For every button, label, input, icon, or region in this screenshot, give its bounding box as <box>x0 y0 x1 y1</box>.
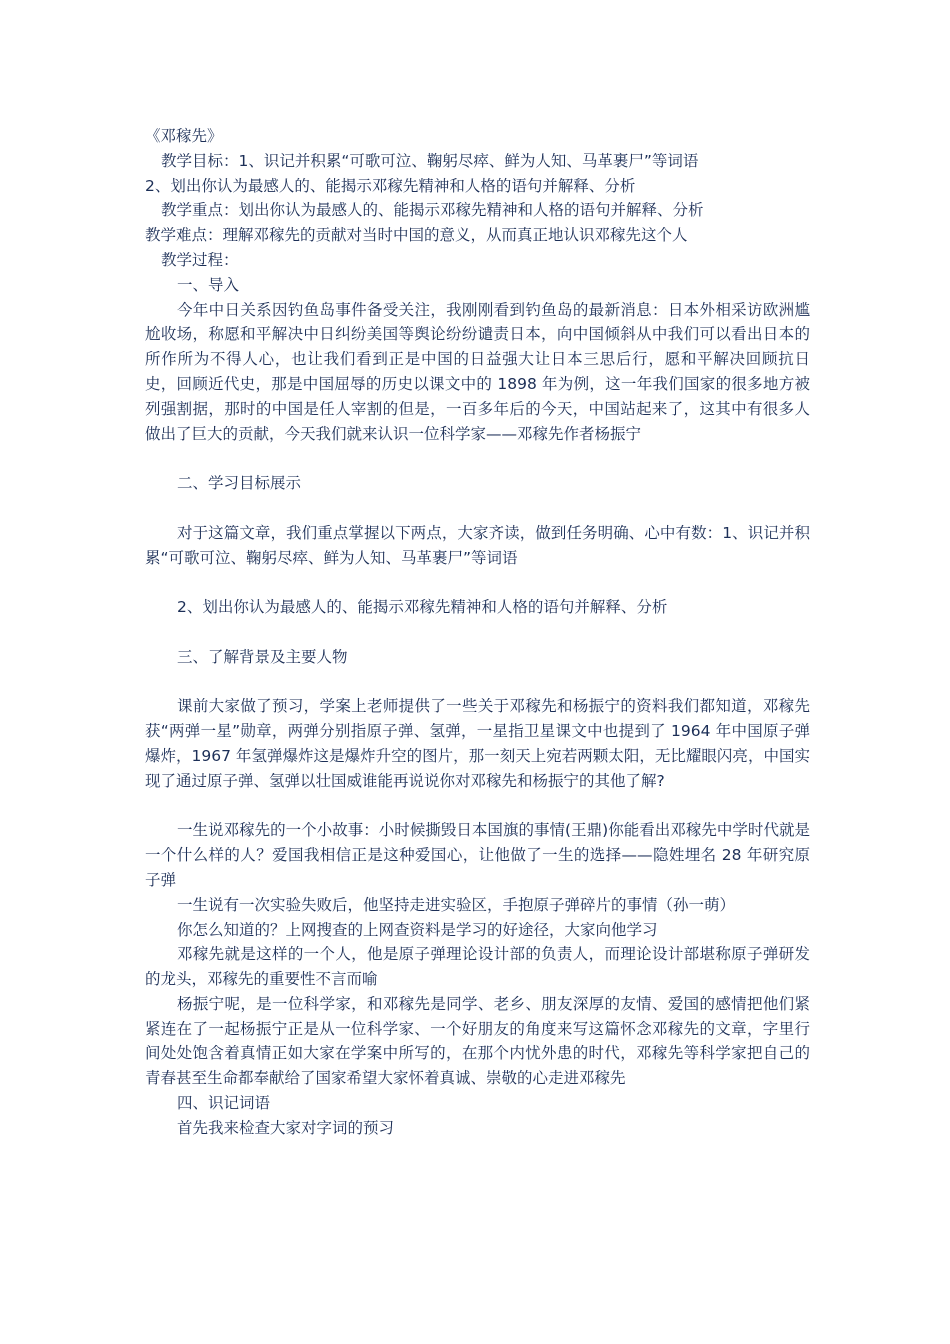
section-heading-vocabulary: 四、识记词语 <box>177 1094 271 1113</box>
teaching-difficulty: 教学难点：理解邓稼先的贡献对当时中国的意义，从而真正地认识邓稼先这个人 <box>145 226 688 245</box>
paragraph-vocabulary-check: 首先我来检查大家对字词的预习 <box>177 1118 395 1137</box>
teaching-goal-2: 2、划出你认为最感人的、能揭示邓稼先精神和人格的语句并解释、分析 <box>145 176 636 195</box>
section-heading-background: 三、了解背景及主要人物 <box>177 647 348 666</box>
section-heading-intro: 一、导入 <box>177 275 240 294</box>
paragraph-story-2: 一生说有一次实验失败后，他坚持走进实验区，手抱原子弹碎片的事情（孙一萌） <box>177 895 736 914</box>
paragraph-intro: 今年中日关系因钓鱼岛事件备受关注，我刚刚看到钓鱼岛的最新消息：日本外相采访欧洲尴尬收场，称愿和平解决中日纠纷美国等舆论纷纷谴责日本，向中国倾斜从中我们可以看出日本的所作所为不得人心，也让我们看到正是中国的日益强大让日本三思后行，愿和平解决回顾抗日史，回顾近代史，那是中国屈辱的历史以课文中的 1898 年为例，这一年我们国家的很多地方被列强割据，那时的中国是任人宰割的但是，一百多年后的今天，中国站起来了，这其中有很多人做出了巨大的贡献，今天我们就来认识一位科学家——邓稼先作者杨振宁 <box>145 300 810 443</box>
blank-line <box>145 794 810 819</box>
paragraph-deng-role: 邓稼先就是这样的一个人，他是原子弹理论设计部的负责人，而理论设计部堪称原子弹研发的龙头，邓稼先的重要性不言而喻 <box>145 945 810 989</box>
paragraph-story-1: 一生说邓稼先的一个小故事：小时候撕毁日本国旗的事情(王鼎)你能看出邓稼先中学时代就是一个什么样的人？爱国我相信正是这种爱国心，让他做了一生的选择——隐姓埋名 28 年研究原子弹 <box>145 821 810 889</box>
paragraph-question: 你怎么知道的？上网搜查的上网查资料是学习的好途径，大家向他学习 <box>177 920 658 939</box>
paragraph-goals: 对于这篇文章，我们重点掌握以下两点，大家齐读，做到任务明确、心中有数：1、识记并积累“可歌可泣、鞠躬尽瘁、鲜为人知、马革裹尸”等词语 <box>145 523 810 567</box>
blank-line <box>145 496 810 521</box>
paragraph-background: 课前大家做了预习，学案上老师提供了一些关于邓稼先和杨振宁的资料我们都知道，邓稼先获“两弹一星”勋章，两弹分别指原子弹、氢弹，一星指卫星课文中也提到了 1964 年中国原子弹爆炸，1967 年氢弹爆炸这是爆炸升空的图片，那一刻天上宛若两颗太阳，无比耀眼闪亮，中国实现了通过原子弹、氢弹以壮国威谁能再说说你对邓稼先和杨振宁的其他了解? <box>145 697 810 790</box>
paragraph-yang-zhenning: 杨振宁呢，是一位科学家，和邓稼先是同学、老乡、朋友深厚的友情、爱国的感情把他们紧紧连在了一起杨振宁正是从一位科学家、一个好朋友的角度来写这篇怀念邓稼先的文章，字里行间处处饱含着真情正如大家在学案中所写的，在那个内忧外患的时代，邓稼先等科学家把自己的青春甚至生命都奉献给了国家希望大家怀着真诚、崇敬的心走进邓稼先 <box>145 994 810 1088</box>
teaching-key-point: 教学重点：划出你认为最感人的、能揭示邓稼先精神和人格的语句并解释、分析 <box>161 201 704 220</box>
blank-line <box>145 620 810 645</box>
section-heading-goals: 二、学习目标展示 <box>177 474 302 493</box>
blank-line <box>145 670 810 695</box>
blank-line <box>145 570 810 595</box>
document-title: 《邓稼先》 <box>145 127 223 145</box>
document-body <box>145 124 810 1141</box>
paragraph-goal-2: 2、划出你认为最感人的、能揭示邓稼先精神和人格的语句并解释、分析 <box>177 598 668 617</box>
teaching-goal-1: 教学目标：1、识记并积累“可歌可泣、鞠躬尽瘁、鲜为人知、马革裹尸”等词语 <box>161 151 699 170</box>
blank-line <box>145 446 810 471</box>
teaching-process-heading: 教学过程： <box>161 250 239 269</box>
